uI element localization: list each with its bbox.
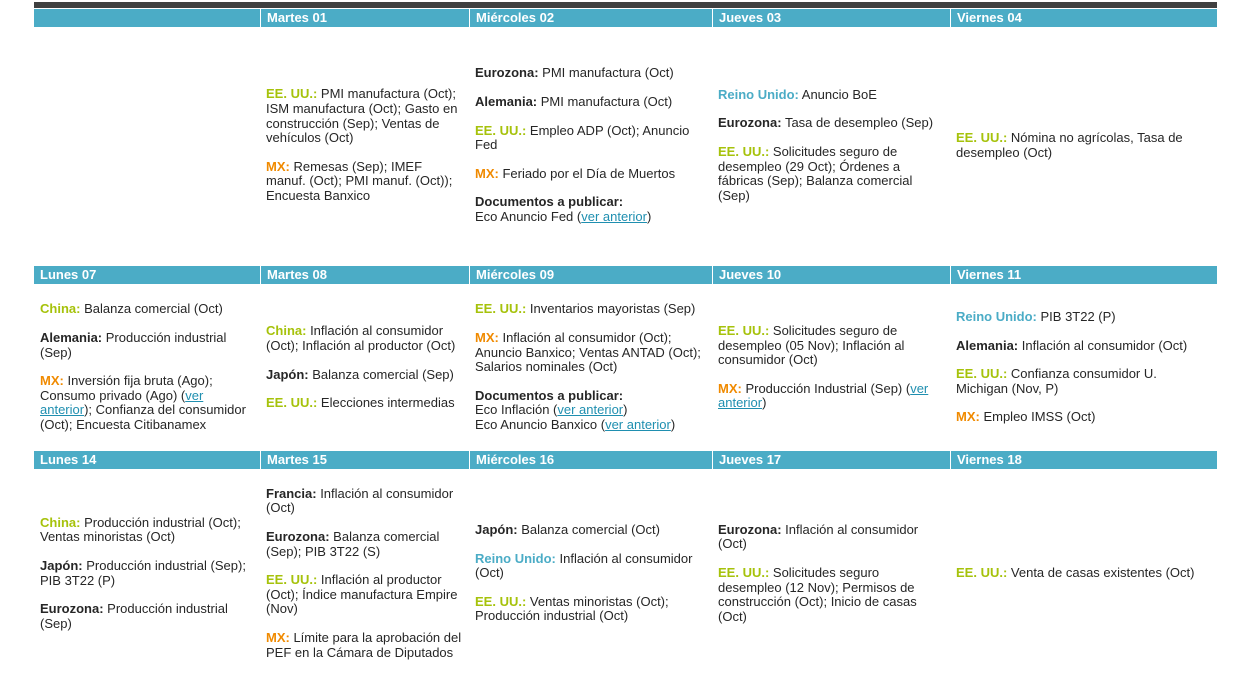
country-label: China: xyxy=(40,301,81,317)
day-header-viernes-18: Viernes 18 xyxy=(950,451,1217,469)
event-entry xyxy=(475,95,706,110)
event-entry xyxy=(40,602,254,631)
country-label: Francia: xyxy=(266,485,317,501)
event-text: Inflación al consumidor (Oct); Anuncio Banxico; Ventas ANTAD (Oct); Salarios nominales (Oct) xyxy=(475,330,701,375)
day-header-martes-08: Martes 08 xyxy=(260,266,469,284)
documents-entry xyxy=(475,389,706,433)
country-label: Eurozona: xyxy=(718,521,782,537)
country-label: EE. UU.: xyxy=(718,323,770,339)
day-header-jueves-03: Jueves 03 xyxy=(712,9,950,27)
country-label: Reino Unido: xyxy=(956,309,1037,325)
event-entry xyxy=(718,145,944,203)
day-cell xyxy=(260,28,469,263)
country-label: MX: xyxy=(40,373,64,389)
event-entry xyxy=(475,302,706,317)
day-header-jueves-10: Jueves 10 xyxy=(712,266,950,284)
event-entry xyxy=(266,573,463,617)
event-text: Anuncio BoE xyxy=(798,86,877,102)
day-header-miercoles-09: Miércoles 09 xyxy=(469,266,712,284)
event-text: Inflación al productor (Oct); Índice manufactura Empire (Nov) xyxy=(266,572,458,617)
ver-anterior-link[interactable]: ver anterior xyxy=(718,380,929,411)
day-cell xyxy=(34,28,260,263)
event-text: Balanza comercial (Oct) xyxy=(80,301,223,317)
country-label: EE. UU.: xyxy=(718,143,770,159)
event-text: Nómina no agrícolas, Tasa de desempleo (Oct) xyxy=(956,129,1183,160)
event-entry xyxy=(718,523,944,552)
event-entry xyxy=(266,87,463,145)
country-label: China: xyxy=(40,514,81,530)
event-entry xyxy=(718,566,944,624)
day-header-miercoles-02: Miércoles 02 xyxy=(469,9,712,27)
documents-entry xyxy=(475,195,706,224)
country-label: China: xyxy=(266,323,307,339)
event-entry xyxy=(40,559,254,588)
document-close: ) xyxy=(646,208,652,224)
day-cell xyxy=(712,471,950,676)
event-entry xyxy=(956,367,1211,396)
country-label: MX: xyxy=(475,165,499,181)
event-text: Empleo IMSS (Oct) xyxy=(979,409,1096,425)
country-label: MX: xyxy=(266,629,290,645)
country-label: Japón: xyxy=(475,522,518,538)
day-cell xyxy=(469,471,712,676)
event-text: Ventas minoristas (Oct); Producción industrial (Oct) xyxy=(475,593,669,624)
event-entry xyxy=(475,595,706,624)
country-label: EE. UU.: xyxy=(475,122,527,138)
day-cell xyxy=(34,286,260,449)
documents-label: Documentos a publicar: xyxy=(475,194,624,210)
top-rule xyxy=(34,2,1217,8)
event-entry xyxy=(266,368,463,383)
event-entry xyxy=(475,167,706,182)
country-label: Alemania: xyxy=(40,330,103,346)
event-entry xyxy=(475,331,706,375)
event-entry xyxy=(475,124,706,153)
event-text: Balanza comercial (Oct) xyxy=(517,522,660,538)
country-label: Eurozona: xyxy=(40,601,104,617)
document-name: Eco Inflación ( xyxy=(475,402,558,418)
event-text: Producción industrial (Sep) xyxy=(40,330,227,360)
event-text-after: ) xyxy=(762,395,767,411)
country-label: EE. UU.: xyxy=(266,395,318,411)
event-entry xyxy=(40,302,254,317)
day-header-lunes-07: Lunes 07 xyxy=(34,266,260,284)
event-text: Inflación al consumidor (Oct) xyxy=(266,485,454,516)
documents-label: Documentos a publicar: xyxy=(475,387,624,403)
ver-anterior-link[interactable]: ver anterior xyxy=(40,387,204,418)
day-cell xyxy=(260,286,469,449)
event-entry xyxy=(475,523,706,538)
day-cell xyxy=(950,286,1217,449)
ver-anterior-link[interactable]: ver anterior xyxy=(605,416,671,432)
event-entry xyxy=(956,339,1211,354)
event-text: Venta de casas existentes (Oct) xyxy=(1007,565,1195,581)
event-entry xyxy=(956,566,1211,581)
event-entry xyxy=(40,516,254,545)
event-text: Inflación al consumidor (Oct); Inflación al productor (Oct) xyxy=(266,323,456,353)
day-cell xyxy=(469,286,712,449)
country-label: EE. UU.: xyxy=(266,572,318,588)
document-name: Eco Anuncio Banxico ( xyxy=(475,416,606,432)
country-label: EE. UU.: xyxy=(956,366,1008,382)
event-text: Producción industrial (Sep) xyxy=(40,601,228,631)
event-entry xyxy=(475,66,706,81)
day-header-jueves-17: Jueves 17 xyxy=(712,451,950,469)
event-text: PIB 3T22 (P) xyxy=(1036,309,1116,325)
ver-anterior-link[interactable]: ver anterior xyxy=(557,402,624,418)
event-text: Inventarios mayoristas (Sep) xyxy=(526,301,696,317)
event-entry xyxy=(718,324,944,368)
ver-anterior-link[interactable]: ver anterior xyxy=(581,208,647,224)
country-label: Alemania: xyxy=(475,94,538,110)
event-entry xyxy=(266,396,463,411)
event-entry xyxy=(266,631,463,660)
event-entry xyxy=(40,331,254,360)
country-label: EE. UU.: xyxy=(475,301,527,317)
event-text: PMI manufactura (Oct) xyxy=(537,94,673,110)
event-text: Remesas (Sep); IMEF manuf. (Oct); PMI manuf. (Oct)); Encuesta Banxico xyxy=(266,158,453,203)
event-entry xyxy=(718,116,944,131)
country-label: MX: xyxy=(266,158,290,174)
country-label: Eurozona: xyxy=(475,65,539,81)
event-entry xyxy=(956,310,1211,325)
day-header-miercoles-16: Miércoles 16 xyxy=(469,451,712,469)
event-text: Inflación al consumidor (Oct) xyxy=(718,521,919,552)
day-cell xyxy=(712,286,950,449)
event-text: Empleo ADP (Oct); Anuncio Fed xyxy=(475,122,690,153)
event-entry xyxy=(718,382,944,411)
event-text: Solicitudes seguro de desempleo (29 Oct); Órdenes a fábricas (Sep); Balanza comercial (Sep) xyxy=(718,143,913,203)
document-close: ) xyxy=(623,402,628,418)
country-label: Reino Unido: xyxy=(475,550,556,566)
day-cell xyxy=(260,471,469,676)
country-label: MX: xyxy=(718,380,742,396)
event-text: Producción industrial (Oct); Ventas minoristas (Oct) xyxy=(40,514,241,545)
country-label: Japón: xyxy=(266,366,309,382)
day-header-viernes-11: Viernes 11 xyxy=(950,266,1217,284)
event-text: Confianza consumidor U. Michigan (Nov, P) xyxy=(956,366,1157,396)
event-text: Solicitudes seguro desempleo (12 Nov); Permisos de construcción (Oct); Inicio de casas (Oct) xyxy=(718,564,917,624)
event-text: PMI manufactura (Oct) xyxy=(538,65,674,81)
event-text: Solicitudes seguro de desempleo (05 Nov); Inflación al consumidor (Oct) xyxy=(718,323,905,368)
country-label: MX: xyxy=(956,409,980,425)
event-text: Elecciones intermedias xyxy=(317,395,455,411)
event-text: PMI manufactura (Oct); ISM manufactura (Oct); Gasto en construcción (Sep); Ventas de vehículos (Oct) xyxy=(266,86,458,146)
event-text: Tasa de desempleo (Sep) xyxy=(781,115,934,131)
country-label: MX: xyxy=(475,330,499,346)
event-entry xyxy=(956,410,1211,425)
event-entry xyxy=(956,131,1211,160)
event-text: Producción Industrial (Sep) ( xyxy=(741,380,911,396)
event-text: Balanza comercial (Sep) xyxy=(308,366,454,382)
event-entry xyxy=(266,530,463,559)
day-header-martes-01: Martes 01 xyxy=(260,9,469,27)
event-text: Feriado por el Día de Muertos xyxy=(498,165,676,181)
event-text: Límite para la aprobación del PEF en la Cámara de Diputados xyxy=(266,629,462,660)
day-cell xyxy=(469,28,712,263)
event-text: Inflación al consumidor (Oct) xyxy=(1018,337,1188,353)
event-entry xyxy=(266,487,463,516)
document-line xyxy=(475,418,706,433)
country-label: EE. UU.: xyxy=(718,564,770,580)
day-header-viernes-04: Viernes 04 xyxy=(950,9,1217,27)
day-cell xyxy=(34,471,260,676)
event-entry xyxy=(718,88,944,103)
country-label: EE. UU.: xyxy=(956,129,1008,145)
document-close: ) xyxy=(670,416,676,432)
day-cell xyxy=(712,28,950,263)
event-entry xyxy=(40,374,254,432)
country-label: Alemania: xyxy=(956,337,1019,353)
day-header-martes-15: Martes 15 xyxy=(260,451,469,469)
day-header-empty xyxy=(34,9,260,27)
country-label: Eurozona: xyxy=(266,529,330,545)
event-text: Inflación al consumidor (Oct) xyxy=(475,550,693,581)
country-label: EE. UU.: xyxy=(956,565,1008,581)
document-line xyxy=(475,403,706,418)
country-label: Reino Unido: xyxy=(718,86,799,102)
day-header-lunes-14: Lunes 14 xyxy=(34,451,260,469)
event-entry xyxy=(266,324,463,353)
country-label: EE. UU.: xyxy=(266,86,318,102)
event-text: Inversión fija bruta (Ago); Consumo privado (Ago) ( xyxy=(40,373,213,403)
event-text-after: ); Confianza del consumidor (Oct); Encuesta Citibanamex xyxy=(40,402,246,432)
day-cell xyxy=(950,471,1217,676)
document-name: Eco Anuncio Fed ( xyxy=(475,208,582,224)
event-entry xyxy=(475,552,706,581)
country-label: Japón: xyxy=(40,557,83,573)
event-entry xyxy=(266,160,463,204)
event-text: Producción industrial (Sep); PIB 3T22 (P) xyxy=(40,557,246,588)
day-cell xyxy=(950,28,1217,263)
country-label: EE. UU.: xyxy=(475,593,527,609)
event-text: Balanza comercial (Sep); PIB 3T22 (S) xyxy=(266,529,440,559)
document-line xyxy=(475,210,706,225)
country-label: Eurozona: xyxy=(718,115,782,131)
